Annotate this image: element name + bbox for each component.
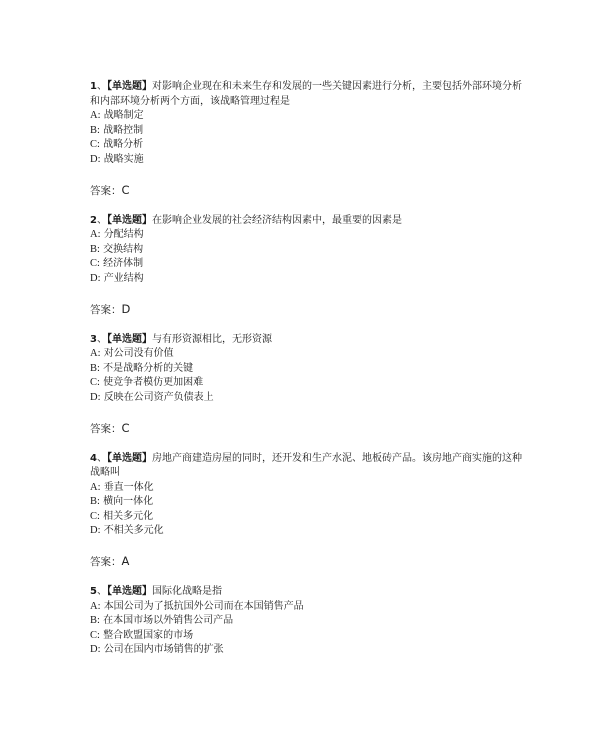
question-stem [90,585,530,600]
option-letter: B: [90,362,100,374]
option-letter: B: [90,615,100,627]
option-text: 公司在国内市场销售的扩张 [103,644,224,656]
option-b [90,243,530,258]
option-letter: C: [90,258,100,270]
option-letter: C: [90,510,100,522]
question-text: 在影响企业发展的社会经济结构因素中，最重要的因素是 [151,214,402,226]
question-number: 2 [90,214,97,226]
option-letter: C: [90,377,100,389]
option-letter: D: [90,525,101,537]
option-d [90,391,530,406]
option-text: 使竞争者模仿更加困难 [103,377,204,389]
option-text: 战略分析 [103,139,144,151]
question-type-tag: 【单选题】 [106,81,152,92]
option-text: 本国公司为了抵抗国外公司而在本国销售产品 [103,600,304,612]
answer-label: 答案： [90,422,122,435]
question-type-tag: 【单选题】 [106,452,152,464]
question-number: 5 [90,586,97,598]
option-d [90,153,530,168]
option-c [90,138,530,153]
question-1 [90,80,530,198]
question-stem [90,214,530,229]
option-b [90,124,530,139]
option-letter: B: [90,124,100,136]
option-a [90,600,530,615]
option-text: 不是战略分析的关键 [103,362,194,374]
answer-line [90,421,530,436]
option-letter: B: [90,496,100,508]
option-letter: C: [90,629,100,641]
option-text: 对公司没有价值 [103,348,174,360]
question-number: 3 [90,333,97,345]
question-3 [90,333,530,436]
option-d [90,643,530,658]
option-c [90,257,530,272]
exam-document [90,80,530,658]
question-separator: 、 [96,81,107,92]
question-text: 房地产商建造房屋的同时，还开发和生产水泥、地板砖产品。该房地产商实施的这种战略叫 [90,452,522,479]
option-c [90,629,530,644]
answer-value: D [121,301,131,316]
option-text: 分配结构 [103,229,144,241]
question-number: 4 [90,452,97,464]
option-a [90,228,530,243]
question-separator: 、 [96,333,107,345]
question-separator: 、 [96,586,107,598]
option-text: 不相关多元化 [103,525,164,537]
option-a [90,109,530,124]
option-letter: A: [90,348,101,360]
option-text: 垂直一体化 [103,481,154,493]
option-b [90,362,530,377]
option-text: 反映在公司资产负债表上 [103,391,214,403]
answer-value: A [121,554,130,569]
option-letter: D: [90,272,101,284]
option-text: 战略实施 [103,153,144,165]
answer-line [90,183,530,198]
option-letter: A: [90,229,101,241]
option-letter: D: [90,391,101,403]
option-text: 整合欧盟国家的市场 [103,629,194,641]
option-a [90,481,530,496]
option-text: 相关多元化 [103,510,154,522]
option-b [90,495,530,510]
option-c [90,510,530,525]
question-type-tag: 【单选题】 [106,333,152,345]
question-2 [90,214,530,317]
question-text: 国际化战略是指 [151,586,222,598]
answer-label: 答案： [90,184,122,197]
option-letter: C: [90,139,100,151]
question-4 [90,452,530,570]
question-separator: 、 [96,452,107,464]
option-text: 横向一体化 [103,496,154,508]
question-type-tag: 【单选题】 [106,214,152,226]
answer-label: 答案： [90,556,122,569]
question-text: 对影响企业现在和未来生存和发展的一些关键因素进行分析，主要包括外部环境分析和内部环境分析两个方面，该战略管理过程是 [90,81,522,107]
answer-line [90,302,530,317]
option-d [90,524,530,539]
question-text: 与有形资源相比，无形资源 [151,333,272,345]
option-text: 在本国市场以外销售公司产品 [103,615,234,627]
answer-line [90,554,530,569]
question-number: 1 [90,81,97,92]
option-a [90,347,530,362]
question-stem [90,80,530,109]
question-separator: 、 [96,214,107,226]
question-stem [90,333,530,348]
option-letter: D: [90,644,101,656]
option-b [90,614,530,629]
option-text: 战略制定 [103,110,144,122]
option-text: 战略控制 [103,124,144,136]
option-text: 交换结构 [103,243,144,255]
option-text: 经济体制 [103,258,144,270]
option-letter: B: [90,243,100,255]
question-type-tag: 【单选题】 [106,586,152,598]
option-letter: A: [90,600,101,612]
option-c [90,376,530,391]
option-letter: A: [90,110,101,122]
answer-label: 答案： [90,303,122,316]
question-5 [90,585,530,658]
answer-value: C [121,182,130,197]
question-stem [90,452,530,481]
option-letter: A: [90,481,101,493]
option-text: 产业结构 [103,272,144,284]
answer-value: C [121,420,130,435]
option-letter: D: [90,153,101,165]
option-d [90,272,530,287]
